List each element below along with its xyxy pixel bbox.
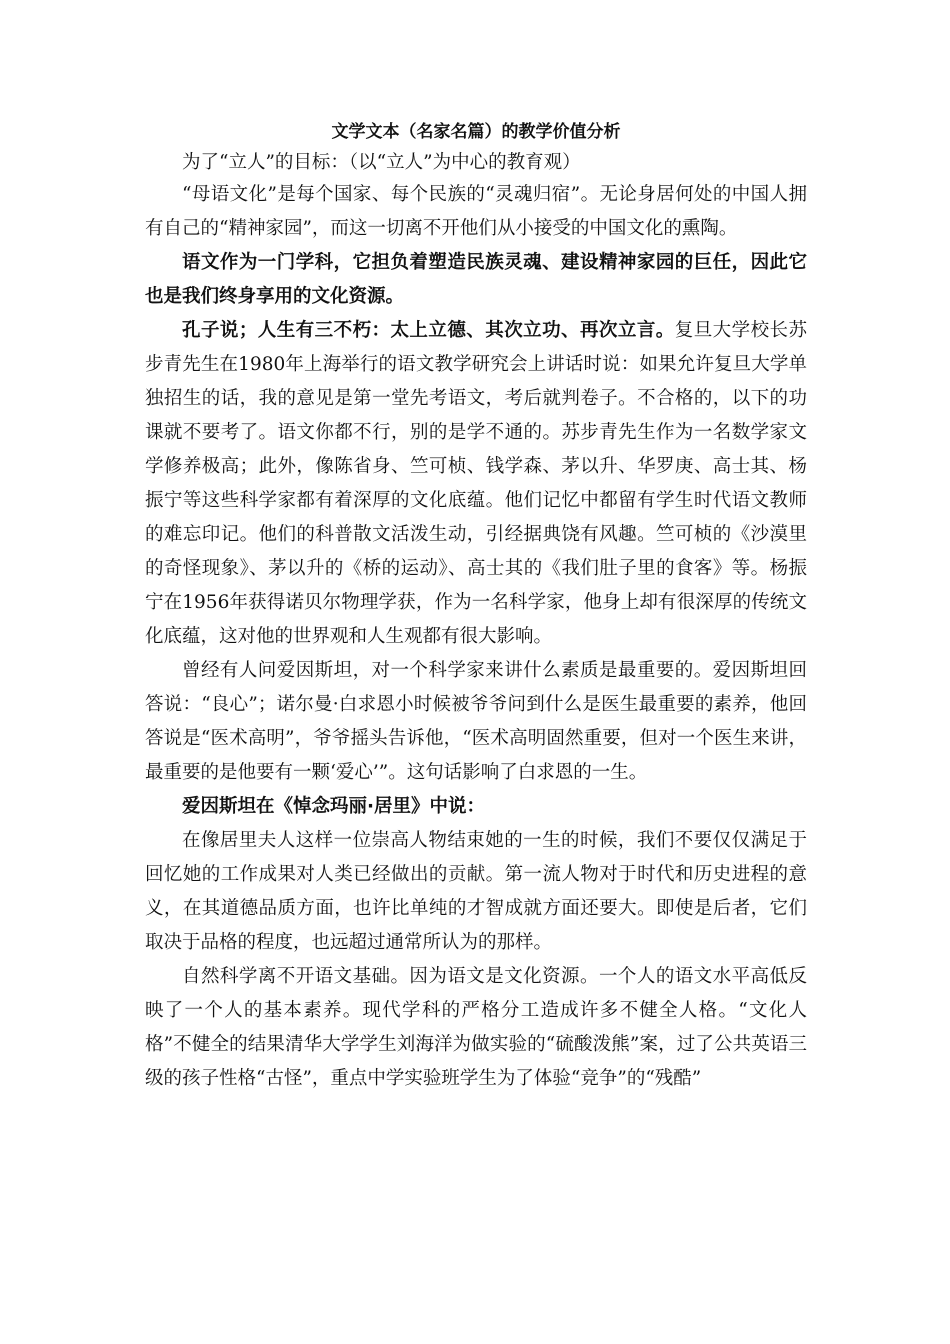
su-buqing-text: 复旦大学校长苏步青先生在1980年上海举行的语文教学研究会上讲话时说：如果允许复旦大学单独招生的话，我的意见是第一堂先考语文，考后就判卷子。不合格的，以下的功课就不要考了。语文你都不行，别的是学不通的。苏步青先生作为一名数学家文学修养极高；此外，像陈省身、竺可桢、钱学森、茅以升、华罗庚、高士其、杨振宁等这些科学家都有着深厚的文化底蕴。他们记忆中都留有学生时代语文教师的难忘印记。他们的科普散文活泼生动，引经据典饶有风趣。竺可桢的《沙漠里的奇怪现象》、茅以升的《桥的运动》、高士其的《我们肚子里的食客》等。杨振宁在1956年获得诺贝尔物理学获，作为一名科学家，他身上却有很深厚的传统文化底蕴，这对他的世界观和人生观都有很大影响。 xyxy=(145,320,807,647)
confucius-quote: 孔子说；人生有三不朽：太上立德、其次立功、再次立言。 xyxy=(182,320,675,341)
paragraph-einstein-curie-heading: 爱因斯坦在《悼念玛丽·居里》中说： xyxy=(182,796,486,817)
document-page xyxy=(145,118,807,1096)
paragraph-goal: 为了“立人”的目标：（以“立人”为中心的教育观） xyxy=(182,152,581,173)
paragraph-natural-science: 自然科学离不开语文基础。因为语文是文化资源。一个人的语文水平高低反映了一个人的基本素养。现代学科的严格分工造成许多不健全人格。“文化人格”不健全的结果清华大学学生刘海洋为做实验的“硫酸泼熊”案，过了公共英语三级的孩子性格“古怪”，重点中学实验班学生为了体验“竞争”的“残酷” xyxy=(145,966,807,1089)
paragraph-confucius xyxy=(145,314,807,654)
paragraph-chinese-subject: 语文作为一门学科，它担负着塑造民族灵魂、建设精神家园的巨任，因此它也是我们终身享用的文化资源。 xyxy=(145,252,807,307)
paragraph-einstein-bethune: 曾经有人问爱因斯坦，对一个科学家来讲什么素质是最重要的。爱因斯坦回答说：“良心”；诺尔曼·白求恩小时候被爷爷问到什么是医生最重要的素养，他回答说是“医术高明”，爷爷摇头告诉他，“医术高明固然重要，但对一个医生来讲，最重要的是他要有一颗‘爱心’”。这句话影响了白求恩的一生。 xyxy=(145,660,807,783)
document-title: 文学文本（名家名篇）的教学价值分析 xyxy=(331,122,621,142)
paragraph-mother-tongue: “母语文化”是每个国家、每个民族的“灵魂归宿”。无论身居何处的中国人拥有自己的“精神家园”，而这一切离不开他们从小接受的中国文化的熏陶。 xyxy=(145,184,807,239)
paragraph-curie-quote: 在像居里夫人这样一位崇高人物结束她的一生的时候，我们不要仅仅满足于回忆她的工作成果对人类已经做出的贡献。第一流人物对于时代和历史进程的意义，在其道德品质方面，也许比单纯的才智成就方面还要大。即使是后者，它们取决于品格的程度，也远超过通常所认为的那样。 xyxy=(145,830,807,953)
